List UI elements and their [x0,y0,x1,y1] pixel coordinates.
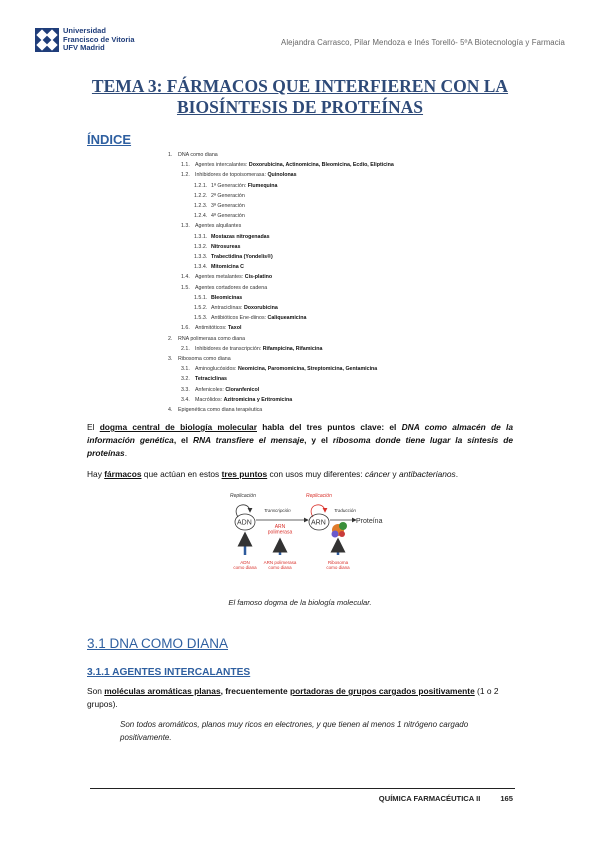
toc-item: 3.3. Anfenicoles: Cloranfenicol [181,386,260,393]
toc-item: 1.5. Agentes cortadores de cadena [181,284,268,291]
central-dogma-diagram [228,490,384,580]
toc-item: 1.2.2. 2ª Generación [194,192,245,199]
toc-item: 1.3.4. Mitomicina C [194,264,244,271]
university-shield-icon [35,28,59,52]
page-number: 165 [500,794,513,803]
ribosome-icon [332,522,348,538]
toc-item: 1.3.3. Trabectidina (Yondelis®) [194,254,273,260]
transcription-label: Transcripción [264,508,291,513]
toc-item: 2. RNA polimerasa como diana [168,335,246,342]
toc-item: 1.4. Agentes metalantes: Cis-platino [181,274,273,281]
toc-item: 1.6. Antimitóticos: Taxol [181,325,242,332]
intro-paragraph: El dogma central de biología molecular habla del tres puntos clave: el DNA como almacén de la información genética, el RNA transfiere el mensaje, y el ribosoma donde tiene lugar la síntesis de proteínas. [87,422,514,458]
section-heading: 3.1 DNA COMO DIANA [87,636,229,651]
adn-label: ADN [237,519,252,527]
intro-paragraph-2: Hay fármacos que actúan en estos tres puntos con usos muy diferentes: cáncer y antibacterianos. [87,469,459,479]
toc-item: 1.2.1. 1ª Generación: Flumequina [194,182,278,189]
figure-caption: El famoso dogma de la biología molecular. [228,598,372,607]
replication-loop-left [236,505,250,517]
page-footer [379,794,513,803]
target-dna-label: ADN como diana [233,560,257,570]
university-name: Universidad Francisco de Vitoria UFV Madrid [63,26,135,52]
section-note: Son todos aromáticos, planos muy ricos en electrones, y que tienen al menos 1 nitrógeno cargado positivamente. [120,720,469,742]
toc-item: 1.3.1. Mostazas nitrogenadas [194,233,270,240]
footer-rule [90,788,515,789]
page-header [35,26,565,62]
subsection-heading: 3.1.1 AGENTES INTERCALANTES [87,667,251,678]
toc-item: 3.4. Macrólidos: Azitromicina y Eritromicina [181,396,293,403]
toc-item: 1.3. Agentes alquilantes [181,223,242,230]
target-rna-pol-label: ARN polimerasa como diana [263,560,297,570]
target-ribosome-label: Ribosoma como diana [326,560,350,570]
replication-label-right: Replicación [306,493,332,499]
toc-item: 1.3.2. Nitrosureas [194,243,241,250]
university-logo [35,26,135,62]
toc-item: 1.5.3. Antibióticos Ene-diinos: Caliqueamicina [194,315,307,322]
toc-item: 4. Epigenética como diana terapéutica [168,407,263,413]
replication-label-left: Replicación [230,493,256,499]
footer-subject: QUÍMICA FARMACÉUTICA II [378,794,481,803]
section-paragraph: Son moléculas aromáticas planas, frecuentemente portadoras de grupos cargados positivamente (1 o 2 grupos). [87,686,499,709]
toc-item: 1. DNA como diana [168,152,218,158]
toc-item: 3.2. Tetraciclinas [181,376,227,383]
toc-item: 2.1. Inhibidores de transcripción: Rifampicina, Rifamicina [181,345,323,352]
rna-polymerase-label: ARN polimerasa [267,524,293,536]
toc-item: 3. Ribosoma como diana [168,356,231,362]
arn-label: ARN [311,519,326,527]
toc-item: 1.5.1. Bleomicinas [194,294,243,301]
authors-line: Alejandra Carrasco, Pilar Mendoza e Inés Torelló- 5ºA Biotecnología y Farmacia [281,38,565,47]
protein-label: Proteína [356,518,383,525]
translation-label: Traducción [334,508,356,513]
index-heading: ÍNDICE [87,132,132,147]
page-title: TEMA 3: FÁRMACOS QUE INTERFIEREN CON LA BIOSÍNTESIS DE PROTEÍNAS [91,76,509,117]
toc-item: 1.2.3. 3ª Generación [194,203,245,209]
toc-item: 1.2.4. 4ª Generación [194,213,245,220]
toc-item: 1.1. Agentes intercalantes: Doxorubicina, Actinomicina, Bleomicina, Ecdio, Elipticina [181,162,394,169]
toc-item: 3.1. Aminoglucósidos: Neomicina, Paromomicina, Streptomicina, Gentamicina [181,366,378,373]
toc-item: 1.5.2. Antraciclinas: Doxorubicina [194,305,278,311]
toc-item: 1.2. Inhibidores de topoisomerasa: Quinolonas [181,172,297,179]
